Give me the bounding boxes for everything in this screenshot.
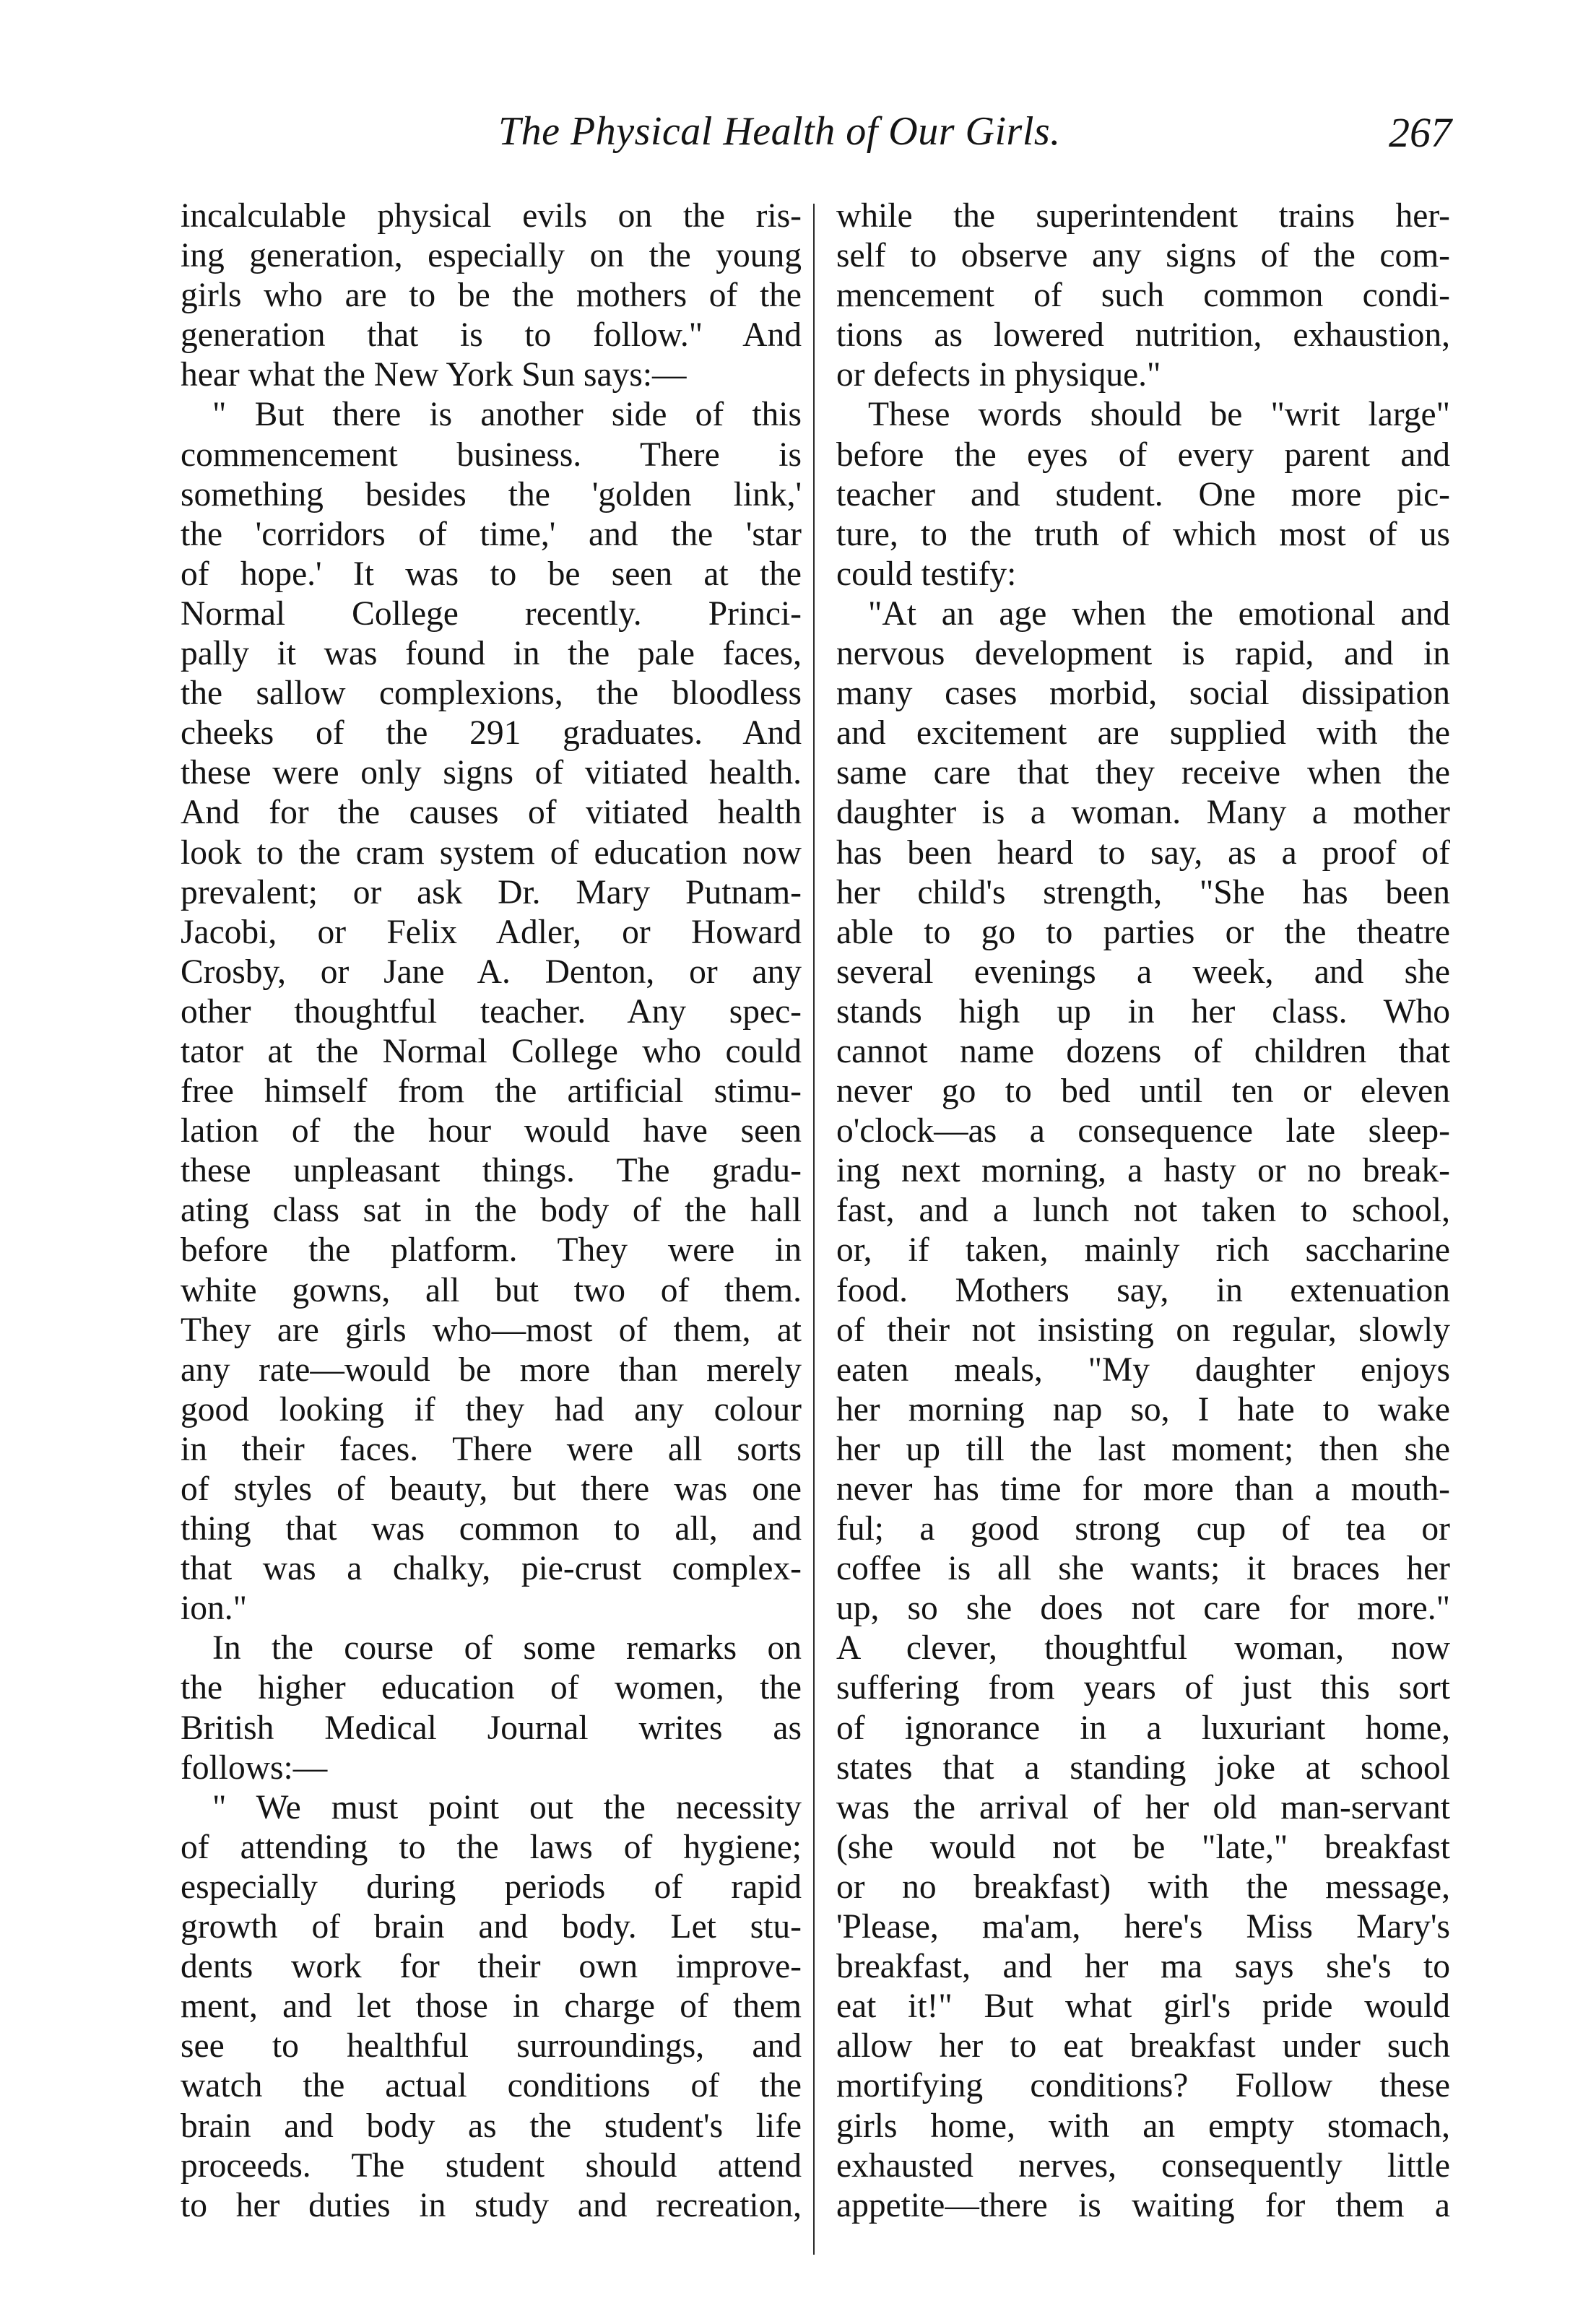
text-line: ing next morning, a hasty or no break- — [836, 1152, 1450, 1190]
text-line: of attending to the laws of hygiene; — [181, 1828, 802, 1866]
text-line: something besides the 'golden link,' — [181, 475, 802, 513]
text-line: never go to bed until ten or eleven — [836, 1072, 1450, 1111]
text-line: allow her to eat breakfast under such — [836, 2027, 1450, 2065]
text-line: tator at the Normal College who could — [181, 1032, 802, 1070]
text-line: And for the causes of vitiated health — [181, 794, 802, 832]
text-line: or defects in physique." — [836, 356, 1161, 394]
text-line: (she would not be "late," breakfast — [836, 1828, 1450, 1866]
text-line: " But there is another side of this — [212, 396, 802, 434]
text-line: coffee is all she wants; it braces her — [836, 1550, 1450, 1588]
text-line: mortifying conditions? Follow these — [836, 2067, 1450, 2105]
text-line: These words should be "writ large" — [868, 396, 1450, 434]
text-line: 'Please, ma'am, here's Miss Mary's — [836, 1908, 1450, 1946]
text-line: her morning nap so, I hate to wake — [836, 1390, 1450, 1428]
text-line: prevalent; or ask Dr. Mary Putnam- — [181, 873, 802, 911]
text-line: fast, and a lunch not taken to school, — [836, 1192, 1450, 1230]
text-line: free himself from the artificial stimu- — [181, 1072, 802, 1111]
text-line: up, so she does not care for more." — [836, 1590, 1450, 1628]
text-line: see to healthful surroundings, and — [181, 2027, 802, 2065]
text-line: girls who are to be the mothers of the — [181, 277, 802, 315]
running-head — [498, 108, 1452, 166]
text-line: food. Mothers say, in extenuation — [836, 1271, 1450, 1309]
text-line: stands high up in her class. Who — [836, 992, 1450, 1031]
text-line: cannot name dozens of children that — [836, 1032, 1450, 1070]
text-line: or no breakfast) with the message, — [836, 1868, 1450, 1906]
text-line: these were only signs of vitiated health. — [181, 754, 802, 792]
text-line: was the arrival of her old man-servant — [836, 1788, 1450, 1826]
text-line: " We must point out the necessity — [212, 1788, 802, 1826]
text-line: to her duties in study and recreation, — [181, 2186, 802, 2224]
text-line: ion." — [181, 1590, 247, 1628]
text-line: Crosby, or Jane A. Denton, or any — [181, 953, 802, 991]
text-line: and excitement are supplied with the — [836, 714, 1450, 753]
text-line: ture, to the truth of which most of us — [836, 515, 1450, 553]
right-column — [836, 196, 1450, 2226]
text-line: self to observe any signs of the com- — [836, 237, 1450, 275]
text-line: appetite—there is waiting for them a — [836, 2186, 1450, 2224]
text-line: or, if taken, mainly rich saccharine — [836, 1231, 1450, 1270]
text-line: in their faces. There were all sorts — [181, 1430, 802, 1468]
text-line: thing that was common to all, and — [181, 1510, 802, 1548]
text-line: able to go to parties or the theatre — [836, 913, 1450, 951]
text-line: ating class sat in the body of the hall — [181, 1192, 802, 1230]
text-line: that was a chalky, pie-crust complex- — [181, 1550, 802, 1588]
text-line: the sallow complexions, the bloodless — [181, 675, 802, 713]
text-line: nervous development is rapid, and in — [836, 635, 1450, 673]
text-line: British Medical Journal writes as — [181, 1709, 802, 1747]
text-line: her up till the last moment; then she — [836, 1430, 1450, 1468]
text-line: same care that they receive when the — [836, 754, 1450, 792]
text-line: "At an age when the emotional and — [868, 594, 1450, 633]
text-line: They are girls who—most of them, at — [181, 1311, 802, 1349]
text-line: other thoughtful teacher. Any spec- — [181, 992, 802, 1031]
text-line: proceeds. The student should attend — [181, 2146, 802, 2185]
text-line: her child's strength, "She has been — [836, 873, 1450, 911]
text-line: teacher and student. One more pic- — [836, 475, 1450, 513]
text-line: before the eyes of every parent and — [836, 435, 1450, 474]
text-line: ful; a good strong cup of tea or — [836, 1510, 1450, 1548]
text-line: follows:— — [181, 1748, 328, 1787]
text-line: ment, and let those in charge of them — [181, 1987, 802, 2026]
text-line: many cases morbid, social dissipation — [836, 675, 1450, 713]
text-line: several evenings a week, and she — [836, 953, 1450, 991]
text-line: the 'corridors of time,' and the 'star — [181, 515, 802, 553]
text-line: eat it!" But what girl's pride would — [836, 1987, 1450, 2026]
text-line: suffering from years of just this sort — [836, 1669, 1450, 1707]
text-line: Normal College recently. Princi- — [181, 594, 802, 633]
text-line: ing generation, especially on the young — [181, 237, 802, 275]
text-line: A clever, thoughtful woman, now — [836, 1629, 1450, 1668]
text-line: before the platform. They were in — [181, 1231, 802, 1270]
text-line: especially during periods of rapid — [181, 1868, 802, 1906]
text-line: cheeks of the 291 graduates. And — [181, 714, 802, 753]
text-line: incalculable physical evils on the ris- — [181, 197, 802, 235]
text-line: could testify: — [836, 555, 1017, 593]
text-line: o'clock—as a consequence late sleep- — [836, 1112, 1450, 1150]
text-line: eaten meals, "My daughter enjoys — [836, 1350, 1450, 1389]
text-line: girls home, with an empty stomach, — [836, 2107, 1450, 2145]
text-line: daughter is a woman. Many a mother — [836, 794, 1450, 832]
text-line: hear what the New York Sun says:— — [181, 356, 687, 394]
text-line: states that a standing joke at school — [836, 1748, 1450, 1787]
text-line: never has time for more than a mouth- — [836, 1470, 1450, 1508]
text-line: brain and body as the student's life — [181, 2107, 802, 2145]
text-line: good looking if they had any colour — [181, 1390, 802, 1428]
text-line: white gowns, all but two of them. — [181, 1271, 802, 1309]
text-line: any rate—would be more than merely — [181, 1350, 802, 1389]
text-line: generation that is to follow." And — [181, 316, 802, 355]
text-line: of ignorance in a luxuriant home, — [836, 1709, 1450, 1747]
text-line: Jacobi, or Felix Adler, or Howard — [181, 913, 802, 951]
text-line: mencement of such common condi- — [836, 277, 1450, 315]
text-line: In the course of some remarks on — [212, 1629, 802, 1668]
text-line: breakfast, and her ma says she's to — [836, 1948, 1450, 1986]
text-line: pally it was found in the pale faces, — [181, 635, 802, 673]
text-line: dents work for their own improve- — [181, 1948, 802, 1986]
text-line: growth of brain and body. Let stu- — [181, 1908, 802, 1946]
page-number: 267 — [1389, 109, 1452, 156]
column-divider — [813, 204, 815, 2255]
text-line: lation of the hour would have seen — [181, 1112, 802, 1150]
text-line: while the superintendent trains her- — [836, 197, 1450, 235]
text-line: tions as lowered nutrition, exhaustion, — [836, 316, 1450, 355]
text-line: of their not insisting on regular, slowly — [836, 1311, 1450, 1349]
text-line: commencement business. There is — [181, 435, 802, 474]
text-line: watch the actual conditions of the — [181, 2067, 802, 2105]
text-line: look to the cram system of education now — [181, 833, 802, 872]
running-title: The Physical Health of Our Girls. — [498, 109, 1061, 154]
text-line: the higher education of women, the — [181, 1669, 802, 1707]
text-line: has been heard to say, as a proof of — [836, 833, 1450, 872]
text-line: of styles of beauty, but there was one — [181, 1470, 802, 1508]
text-line: these unpleasant things. The gradu- — [181, 1152, 802, 1190]
text-line: of hope.' It was to be seen at the — [181, 555, 802, 593]
text-line: exhausted nerves, consequently little — [836, 2146, 1450, 2185]
left-column — [181, 196, 802, 2226]
